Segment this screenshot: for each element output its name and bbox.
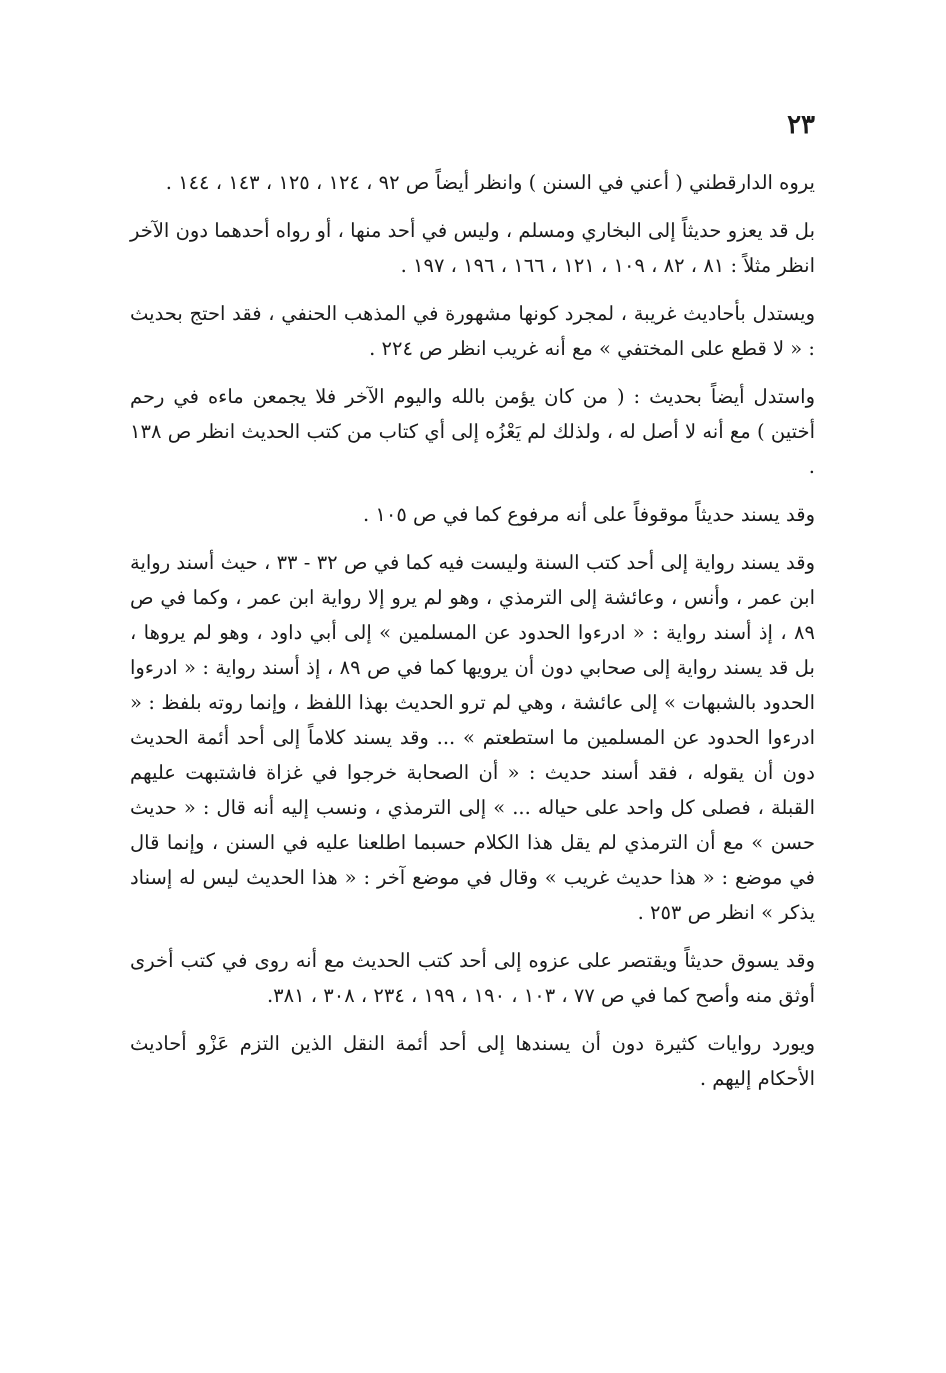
paragraph: وقد يسند رواية إلى أحد كتب السنة وليست فيه كما في ص ٣٢ - ٣٣ ، حيث أسند رواية ابن عمر ، وأنس ، وعائشة إلى الترمذي ، وهو لم يرو إلا رواية ابن عمر ، وكما في ص ٨٩ ، إذ أسند رواية : « ادرءوا الحدود عن المسلمين » إلى أبي داود ، وهو لم يروها ، بل قد يسند رواية إلى صحابي دون أن يرويها كما في ص ٨٩ ، إذ أسند رواية : « ادرءوا الحدود بالشبهات » إلى عائشة ، وهي لم ترو الحديث بهذا اللفظ ، وإنما روته بلفظ : « ادرءوا الحدود عن المسلمين ما استطعتم » ... وقد يسند كلاماً إلى أحد أئمة الحديث دون أن يقوله ، فقد أسند حديث : « أن الصحابة خرجوا في غزاة فاشتبهت عليهم القبلة ، فصلى كل واحد على حياله ... » إلى الترمذي ، ونسب إليه أنه قال : « حديث حسن » مع أن الترمذي لم يقل هذا الكلام حسبما اطلعنا عليه في السنن ، وإنما قال في موضع : « هذا حديث غريب » وقال في موضع آخر : « هذا الحديث ليس له إسناد يذكر » انظر ص ٢٥٣ . <box>130 551 815 925</box>
paragraph: واستدل أيضاً بحديث : ( من كان يؤمن بالله واليوم الآخر فلا يجمعن ماءه في رحم أختين ) مع أنه لا أصل له ، ولذلك لم يَعْزُه إلى أي كتاب من كتب الحديث انظر ص ١٣٨ . <box>130 385 815 479</box>
paragraph: وقد يسند حديثاً موقوفاً على أنه مرفوع كما في ص ١٠٥ . <box>363 503 815 527</box>
paragraph: ويستدل بأحاديث غريبة ، لمجرد كونها مشهورة في المذهب الحنفي ، فقد احتج بحديث : « لا قطع على المختفي » مع أنه غريب انظر ص ٢٢٤ . <box>130 302 815 361</box>
paragraph: يروه الدارقطني ( أعني في السنن ) وانظر أيضاً ص ٩٢ ، ١٢٤ ، ١٢٥ ، ١٤٣ ، ١٤٤ . <box>165 171 815 195</box>
paragraph: وقد يسوق حديثاً ويقتصر على عزوه إلى أحد كتب الحديث مع أنه روى في كتب أخرى أوثق منه وأصح كما في ص ٧٧ ، ١٠٣ ، ١٩٠ ، ١٩٩ ، ٢٣٤ ، ٣٠٨ ، ٣٨١. <box>130 949 815 1008</box>
page-number: ٢٣ <box>787 110 815 140</box>
paragraph: ويورد روايات كثيرة دون أن يسندها إلى أحد أئمة النقل الذين التزم عَزْو أحاديث الأحكام إليهم . <box>130 1032 815 1091</box>
paragraph: بل قد يعزو حديثاً إلى البخاري ومسلم ، وليس في أحد منها ، أو رواه أحدهما دون الآخر انظر مثلاً : ٨١ ، ٨٢ ، ١٠٩ ، ١٢١ ، ١٦٦ ، ١٩٦ ، ١٩٧ . <box>130 219 815 278</box>
book-page <box>130 110 815 1109</box>
